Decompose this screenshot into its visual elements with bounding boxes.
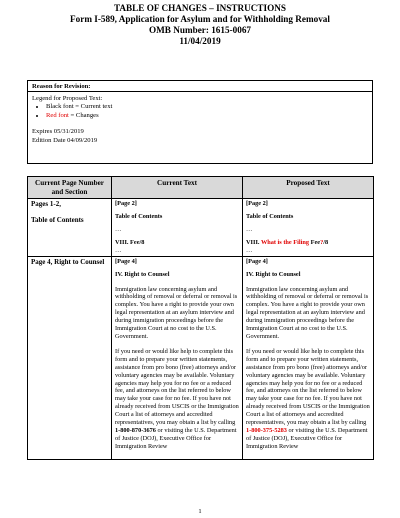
row1-proposed-toc: Table of Contents bbox=[246, 213, 294, 221]
legend-red-word: Red font bbox=[46, 111, 69, 119]
row2-current-phone: 1-800-870-3676 bbox=[115, 426, 156, 434]
header-form-name: Form I-589, Application for Asylum and for Withholding Removal bbox=[70, 14, 330, 24]
row1-current-toc: Table of Contents bbox=[115, 213, 163, 221]
row1-proposed-ellipsis-2: … bbox=[246, 246, 253, 254]
row1-proposed-ellipsis: … bbox=[246, 226, 253, 233]
legend-black-item: • Black font = Current text bbox=[46, 103, 368, 111]
row2-proposed-page: [Page 4] bbox=[246, 257, 268, 265]
row2-current-paragraph-1: Immigration law concerning asylum and withholding of removal or deferral or removal is complex. You have a right to provide your own legal representation at an asylum interview and during immigration proceedings before the Immigration Court at no cost to the U.S. Government. bbox=[115, 285, 238, 340]
header-section: Current Page Number and Section bbox=[28, 177, 112, 199]
header-current-text: Current Text bbox=[112, 177, 243, 199]
row2-proposed-heading: IV. Right to Counsel bbox=[246, 270, 301, 278]
legend-red-item bbox=[46, 112, 368, 120]
row2-current-cell bbox=[112, 256, 243, 459]
reason-body bbox=[28, 92, 372, 148]
row2-section-cell bbox=[28, 256, 112, 459]
expires-text: Expires 05/31/2019 bbox=[32, 128, 84, 136]
row1-section-cell bbox=[28, 199, 112, 257]
row2-current-paragraph-2: If you need or would like help to complete this form and to prepare your written statements, assistance from pro bono (free) attorneys and/or voluntary agencies may be available. Voluntary agencies may help you for no fee or a reduced fee, and attorneys on the list referred to below may take your case for no fee. If you have not already received from USCIS or the Immigration Court a list of attorneys and accredited representatives, you may obtain a list by calling 1-800-870-3676 or visiting the U.S. Department of Justice (DOJ), Executive Office for Immigration Review bbox=[115, 347, 239, 450]
row2-proposed-paragraph-2: If you need or would like help to complete this form and to prepare your written statements, assistance from pro bono (free) attorneys and/or voluntary agencies may be available. Voluntary agencies may help you for no fee or a reduced fee, and attorneys on the list referred to below may take your case for no fee. If you have not already received from USCIS or the Immigration Court a list of attorneys and accredited representatives, you may obtain a list by calling 1-800-375-5283 or visiting the U.S. Department of Justice (DOJ), Executive Office for Immigration Review bbox=[246, 347, 370, 450]
row2-current-heading: IV. Right to Counsel bbox=[115, 270, 170, 278]
row2-current-page: [Page 4] bbox=[115, 257, 137, 265]
legend-red-rest: = Changes bbox=[68, 111, 99, 119]
header-proposed-text: Proposed Text bbox=[243, 177, 374, 199]
row1-proposed-viii: VIII. What is the Filing Fee?/8 bbox=[246, 238, 329, 246]
row1-proposed-viii-question: ? bbox=[320, 238, 324, 246]
row1-current-page: [Page 2] bbox=[115, 200, 137, 208]
page-number: 1 bbox=[198, 508, 202, 515]
header-omb-number: OMB Number: 1615-0067 bbox=[148, 25, 252, 35]
table-row bbox=[28, 256, 374, 459]
reason-for-revision-box bbox=[27, 80, 373, 164]
row1-proposed-page: [Page 2] bbox=[246, 200, 268, 208]
row1-section-pages: Pages 1-2, bbox=[31, 200, 61, 209]
edition-text: Edition Date 04/09/2019 bbox=[32, 136, 98, 144]
row1-current-ellipsis-2: … bbox=[115, 246, 122, 254]
changes-table bbox=[27, 176, 374, 460]
row1-current-viii: VIII. Fee/8 bbox=[115, 238, 145, 246]
row1-section-name: Table of Contents bbox=[31, 216, 84, 225]
table-header-row bbox=[28, 177, 374, 199]
document-header bbox=[0, 0, 400, 47]
row1-current-ellipsis: … bbox=[115, 226, 122, 233]
header-title: TABLE OF CHANGES – INSTRUCTIONS bbox=[113, 3, 287, 13]
table-row bbox=[28, 199, 374, 257]
row1-proposed-viii-red: What is the Filing bbox=[260, 238, 311, 246]
row1-current-cell bbox=[112, 199, 243, 257]
row2-proposed-paragraph-1: Immigration law concerning asylum and withholding of removal or deferral or removal is complex. You have a right to provide your own legal representation at an asylum interview and during immigration proceedings before the Immigration Court at no cost to the U.S. Government. bbox=[246, 285, 369, 340]
row2-section-name: Page 4, Right to Counsel bbox=[31, 257, 105, 266]
header-date: 11/04/2019 bbox=[179, 36, 221, 46]
row1-proposed-cell bbox=[243, 199, 374, 257]
legend-list bbox=[32, 103, 368, 120]
reason-title: Reason for Revision: bbox=[28, 81, 372, 92]
legend-label: Legend for Proposed Text: bbox=[32, 95, 103, 102]
row2-proposed-phone: 1-800-375-5283 bbox=[246, 426, 287, 434]
row2-proposed-cell bbox=[243, 256, 374, 459]
